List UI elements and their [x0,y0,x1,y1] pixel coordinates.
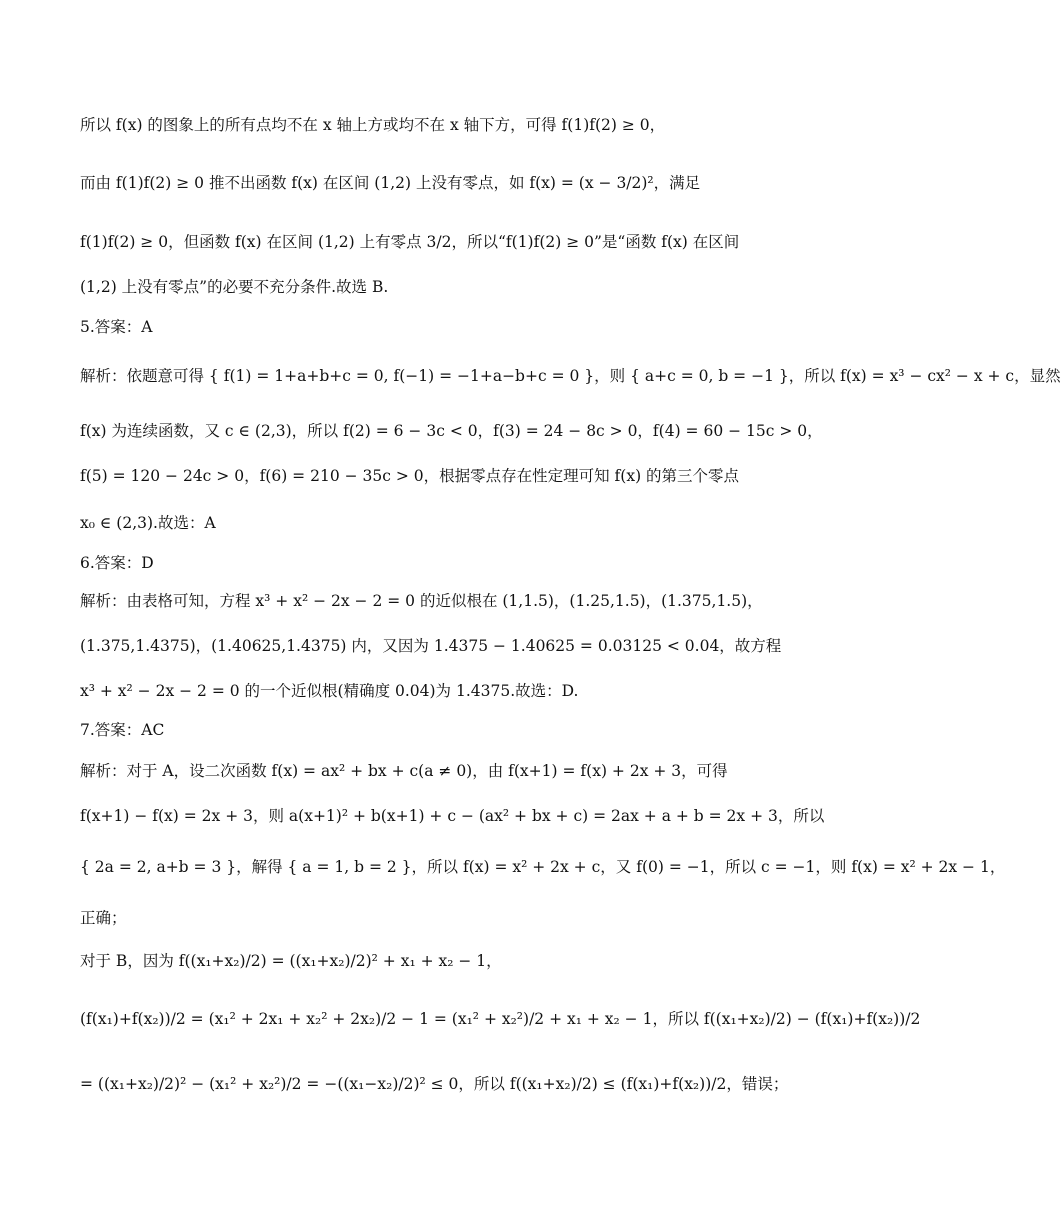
text-line: 对于 B，因为 f((x₁+x₂)/2) = ((x₁+x₂)/2)² + x₁ + x₂ − 1， [80,952,502,970]
text-line: (f(x₁)+f(x₂))/2 = (x₁² + 2x₁ + x₂² + 2x₂)/2 − 1 = (x₁² + x₂²)/2 + x₁ + x₂ − 1，所以 f((x₁+x₂)/2) − (f(x₁)+f(x₂))/2 [80,1010,921,1028]
text-line: f(x) 为连续函数，又 c ∈ (2,3)，所以 f(2) = 6 − 3c < 0，f(3) = 24 − 8c > 0，f(4) = 60 − 15c > 0， [80,422,823,440]
text-line: 而由 f(1)f(2) ≥ 0 推不出函数 f(x) 在区间 (1,2) 上没有零点，如 f(x) = (x − 3/2)²，满足 [80,174,701,192]
text-line: f(5) = 120 − 24c > 0，f(6) = 210 − 35c > 0，根据零点存在性定理可知 f(x) 的第三个零点 [80,467,740,485]
text-line: 解析：依题意可得 { f(1) = 1+a+b+c = 0, f(−1) = −1+a−b+c = 0 }，则 { a+c = 0, b = −1 }，所以 f(x) = x³ − cx² − x + c，显然 [80,367,1061,385]
text-line: (1.375,1.4375)，(1.40625,1.4375) 内，又因为 1.4375 − 1.40625 = 0.03125 < 0.04，故方程 [80,637,782,655]
text-line: { 2a = 2, a+b = 3 }，解得 { a = 1, b = 2 }，所以 f(x) = x² + 2x + c，又 f(0) = −1，所以 c = −1，则 f(x) = x² + 2x − 1， [80,858,1006,876]
text-line: 所以 f(x) 的图象上的所有点均不在 x 轴上方或均不在 x 轴下方，可得 f(1)f(2) ≥ 0， [80,116,666,134]
text-line: f(1)f(2) ≥ 0，但函数 f(x) 在区间 (1,2) 上有零点 3/2，所以“f(1)f(2) ≥ 0”是“函数 f(x) 在区间 [80,233,740,251]
answer-heading: 5.答案：A [80,318,153,336]
text-line: 解析：对于 A，设二次函数 f(x) = ax² + bx + c(a ≠ 0)，由 f(x+1) = f(x) + 2x + 3，可得 [80,762,728,780]
text-line: (1,2) 上没有零点”的必要不充分条件.故选 B. [80,278,389,296]
answer-heading: 7.答案：AC [80,721,165,739]
answer-heading: 6.答案：D [80,554,154,572]
text-line: = ((x₁+x₂)/2)² − (x₁² + x₂²)/2 = −((x₁−x₂)/2)² ≤ 0，所以 f((x₁+x₂)/2) ≤ (f(x₁)+f(x₂))/2，错误； [80,1075,789,1093]
text-line: x³ + x² − 2x − 2 = 0 的一个近似根(精确度 0.04)为 1.4375.故选：D. [80,682,579,700]
text-line: x₀ ∈ (2,3).故选：A [80,514,216,532]
text-line: f(x+1) − f(x) = 2x + 3，则 a(x+1)² + b(x+1) + c − (ax² + bx + c) = 2ax + a + b = 2x + 3，所以 [80,807,825,825]
text-line: 正确； [80,909,127,927]
text-line: 解析：由表格可知，方程 x³ + x² − 2x − 2 = 0 的近似根在 (1,1.5)，(1.25,1.5)，(1.375,1.5)， [80,592,763,610]
